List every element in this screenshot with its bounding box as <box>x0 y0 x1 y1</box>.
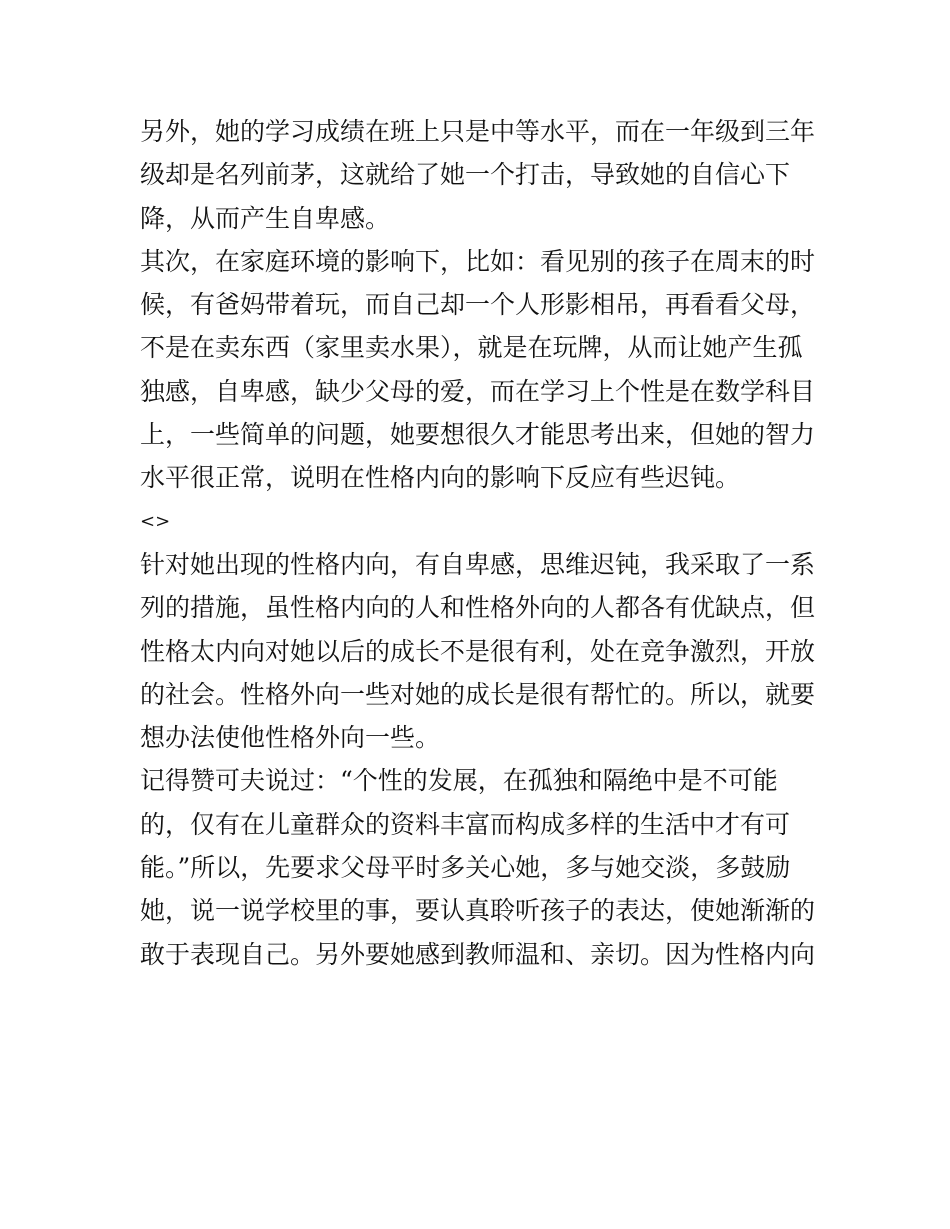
text-line-8: 上，一些简单的问题，她要想很久才能思考出来，但她的智力 <box>140 420 816 450</box>
text-line-5: 候，有爸妈带着玩，而自己却一个人形影相吊，再看看父母， <box>140 290 816 320</box>
text-line-1: 另外，她的学习成绩在班上只是中等水平，而在一年级到三年 <box>140 117 816 146</box>
text-line-19: 她，说一说学校里的事，要认真聆听孩子的表达，使她渐渐的 <box>140 896 816 926</box>
text-line-4: 其次，在家庭环境的影响下，比如：看见别的孩子在周末的时 <box>140 246 816 276</box>
text-line-14: 的社会。性格外向一些对她的成长是很有帮忙的。所以，就要 <box>140 679 816 709</box>
text-line-7: 独感，自卑感，缺少父母的爱，而在学习上个性是在数学科目 <box>140 376 816 406</box>
text-line-9: 水平很正常，说明在性格内向的影响下反应有些迟钝。 <box>140 463 741 493</box>
text-line-13: 性格太内向对她以后的成长不是很有利，处在竞争激烈，开放 <box>140 636 816 666</box>
text-line-12: 列的措施，虽性格内向的人和性格外向的人都各有优缺点，但 <box>140 593 816 623</box>
text-line-16: 记得赞可夫说过：“个性的发展，在孤独和隔绝中是不可能 <box>140 766 778 796</box>
text-line-18: 能。”所以，先要求父母平时多关心她，多与她交淡，多鼓励 <box>140 853 791 883</box>
section-marker: <> <box>140 510 171 532</box>
text-line-3: 降，从而产生自卑感。 <box>140 203 391 233</box>
text-line-15: 想办法使他性格外向一些。 <box>140 723 441 753</box>
text-line-2: 级却是名列前茅，这就给了她一个打击，导致她的自信心下 <box>140 160 791 190</box>
body-text <box>140 110 830 976</box>
text-line-20: 敢于表现自己。另外要她感到教师温和、亲切。因为性格内向 <box>140 939 816 969</box>
text-line-17: 的，仅有在儿童群众的资料丰富而构成多样的生活中才有可 <box>140 809 791 839</box>
text-line-11: 针对她出现的性格内向，有自卑感，思维迟钝，我采取了一系 <box>140 549 816 579</box>
text-line-6: 不是在卖东西（家里卖水果），就是在玩牌，从而让她产生孤 <box>140 333 803 363</box>
